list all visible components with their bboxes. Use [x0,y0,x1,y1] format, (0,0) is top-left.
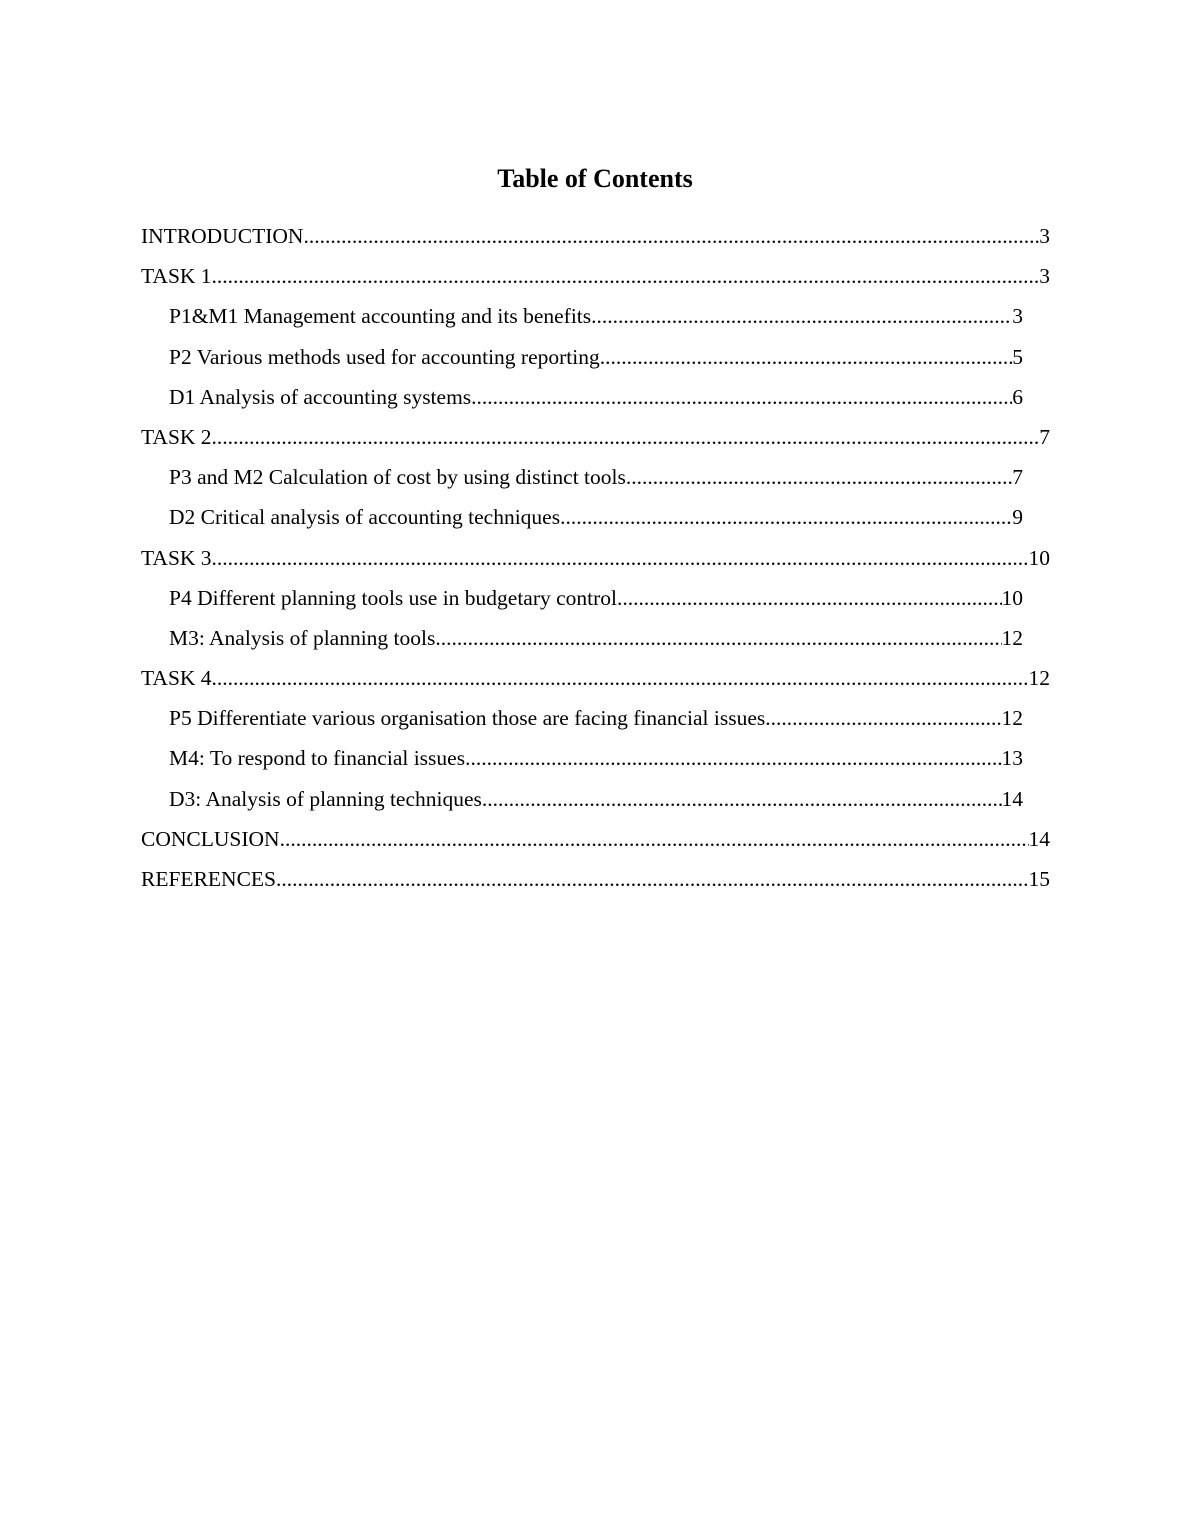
toc-dot-leader [617,578,1001,618]
toc-entry-label: INTRODUCTION [141,224,304,248]
toc-entry-p5[interactable] [169,698,1023,738]
toc-dot-leader [560,497,1012,537]
toc-entry-page: 6 [1012,384,1023,409]
toc-entry-references[interactable] [141,859,1050,899]
toc-dot-leader [212,538,1029,578]
toc-dot-leader [591,296,1012,336]
toc-dot-leader [276,859,1029,899]
toc-entry-page: 3 [1039,224,1050,248]
toc-entry-label: P2 Various methods used for accounting reporting [169,344,600,369]
toc-dot-leader [280,819,1029,859]
toc-dot-leader [600,337,1013,377]
toc-entry-page: 3 [1039,264,1050,289]
toc-dot-leader [482,779,1002,819]
toc-dot-leader [465,738,1001,778]
toc-entry-conclusion[interactable] [141,819,1050,859]
toc-entry-p1-m1[interactable] [169,296,1023,336]
toc-entry-d2[interactable] [169,497,1023,537]
toc-dot-leader [435,618,1001,658]
toc-entry-task-2[interactable] [141,417,1050,457]
toc-entry-page: 12 [1028,666,1050,691]
toc-entry-label: P4 Different planning tools use in budgetary control [169,585,618,610]
toc-dot-leader [765,698,1001,738]
toc-entry-label: P3 and M2 Calculation of cost by using distinct tools [169,465,626,490]
toc-entry-p3-m2[interactable] [169,457,1023,497]
toc-entry-label: TASK 1 [141,264,212,289]
toc-entry-page: 13 [1001,746,1023,771]
toc-entry-page: 14 [1028,826,1050,851]
toc-entry-p2[interactable] [169,337,1023,377]
toc-entry-task-3[interactable] [141,538,1050,578]
toc-entry-page: 14 [1001,786,1023,811]
toc-entry-introduction[interactable] [141,216,1050,256]
toc-entry-label: P1&M1 Management accounting and its benefits [169,304,592,329]
toc-title: Table of Contents [497,164,693,193]
toc-entry-d1[interactable] [169,377,1023,417]
toc-entry-page: 15 [1028,867,1050,891]
toc-entry-task-1[interactable] [141,256,1050,296]
toc-entry-page: 5 [1012,344,1023,369]
toc-entry-m3[interactable] [169,618,1023,658]
toc-dot-leader [303,216,1039,256]
toc-entry-page: 7 [1012,465,1023,490]
toc-dot-leader [626,457,1012,497]
toc-entry-label: D2 Critical analysis of accounting techniques [169,505,561,530]
toc-dot-leader [212,658,1029,698]
toc-entry-page: 3 [1012,304,1023,329]
toc-entry-label: TASK 4 [141,666,212,691]
toc-list [0,216,1190,899]
toc-entry-label: TASK 3 [141,545,212,570]
toc-entry-d3[interactable] [169,779,1023,819]
toc-entry-page: 12 [1001,706,1023,731]
toc-entry-label: M4: To respond to financial issues [169,746,466,771]
toc-dot-leader [212,256,1040,296]
toc-entry-page: 12 [1001,625,1023,650]
toc-entry-page: 9 [1012,505,1023,530]
toc-entry-page: 7 [1039,424,1050,449]
toc-entry-label: TASK 2 [141,424,212,449]
toc-entry-page: 10 [1028,545,1050,570]
toc-entry-label: D1 Analysis of accounting systems [169,384,472,409]
toc-entry-page: 10 [1001,585,1023,610]
toc-entry-label: M3: Analysis of planning tools [169,625,436,650]
toc-dot-leader [212,417,1040,457]
toc-entry-p4[interactable] [169,578,1023,618]
toc-entry-label: D3: Analysis of planning techniques [169,786,482,811]
toc-entry-task-4[interactable] [141,658,1050,698]
toc-dot-leader [471,377,1012,417]
toc-entry-m4[interactable] [169,738,1023,778]
toc-entry-label: P5 Differentiate various organisation those are facing financial issues [169,706,766,731]
toc-entry-label: REFERENCES [141,867,276,891]
toc-entry-label: CONCLUSION [141,826,280,851]
